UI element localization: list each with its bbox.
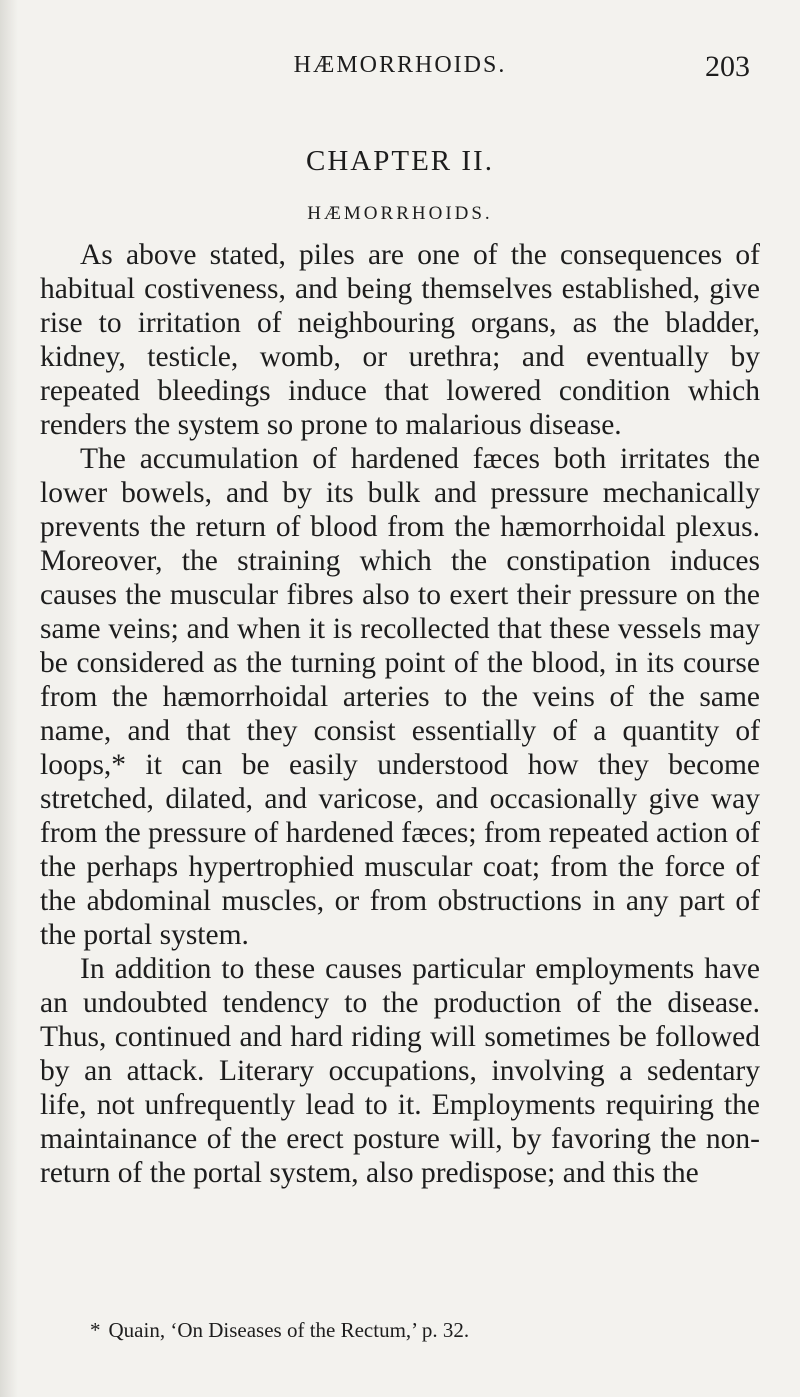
chapter-title: CHAPTER II. — [306, 145, 494, 177]
footnote — [90, 1318, 760, 1343]
paragraph: As above stated, piles are one of the consequences of habitual costiveness, and being themselves established, give rise to irritation of neighbouring organs, as the bladder, kidney, testicle, womb, or urethra; and eventually by repeated bleedings induce that lowered condition which renders the system so prone to malarious disease. — [40, 239, 760, 441]
section-title: HÆMORRHOIDS. — [307, 203, 493, 224]
footnote-text: Quain, ‘On Diseases of the Rectum,’ p. 32. — [108, 1318, 470, 1342]
footnote-mark: * — [90, 1318, 101, 1342]
body-text — [40, 238, 760, 1190]
running-head — [40, 52, 760, 92]
page-number: 203 — [705, 50, 750, 83]
paragraph: In addition to these causes particular employments have an undoubted tendency to the production of the disease. Thus, continued and hard riding will sometimes be followed by an attack. Literary occupations, involving a sedentary life, not unfrequently lead to it. Employments requiring the maintainance of the erect posture will, by favoring the non-return of the portal system, also predispose; and this the — [40, 953, 760, 1189]
paragraph: The accumulation of hardened fæces both irritates the lower bowels, and by its bulk and pressure mechanically prevents the return of blood from the hæmorrhoidal plexus. Moreover, the straining which the constipation induces causes the muscular fibres also to exert their pressure on the same veins; and when it is recollected that these vessels may be considered as the turning point of the blood, in its course from the hæmorrhoidal arteries to the veins of the same name, and that they consist essentially of a quantity of loops,* it can be easily understood how they become stretched, dilated, and varicose, and occasionally give way from the pressure of hardened fæces; from repeated action of the perhaps hypertrophied muscular coat; from the force of the abdominal muscles, or from obstructions in any part of the portal system. — [40, 443, 760, 951]
running-title: HÆMORRHOIDS. — [293, 52, 507, 78]
